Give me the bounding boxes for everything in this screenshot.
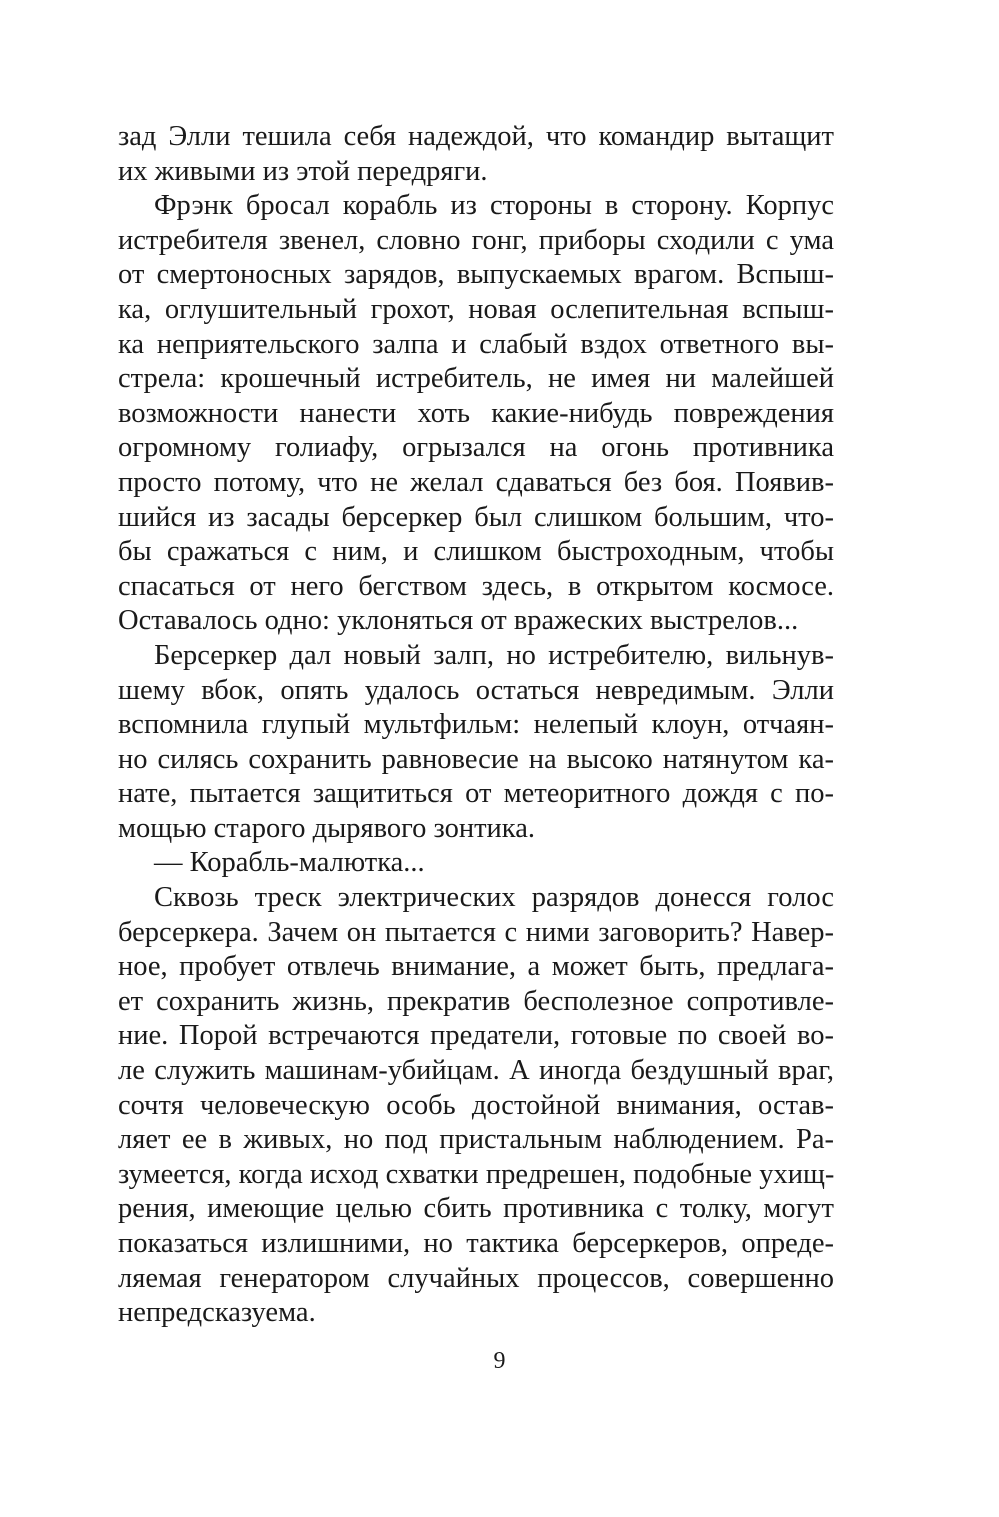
text-line: возможности нанести хоть какие-нибудь повреждения <box>118 397 834 429</box>
text-line: Сквозь треск электрических разрядов донесся голос <box>154 882 834 914</box>
text-line: нате, пытается защититься от метеоритного дождя с по- <box>118 778 834 810</box>
text-line: ка, оглушительный грохот, новая ослепительная вспыш- <box>118 293 834 325</box>
text-line: ние. Порой встречаются предатели, готовые по своей во- <box>118 1020 834 1052</box>
text-line: зумеется, когда исход схватки предрешен, подобные ухищ- <box>118 1158 835 1190</box>
text-line: от смертоносных зарядов, выпускаемых врагом. Вспыш- <box>118 259 834 291</box>
text-line: — Корабль-малютка... <box>154 847 425 879</box>
text-line: просто потому, что не желал сдаваться без боя. Появив- <box>118 466 834 498</box>
text-line: рения, имеющие целью сбить противника с толку, могут <box>118 1193 834 1225</box>
text-line: ка неприятельского залпа и слабый вздох ответного вы- <box>118 328 834 360</box>
text-line: берсеркера. Зачем он пытается с ними заговорить? Навер- <box>118 916 834 948</box>
text-line: ляемая генератором случайных процессов, совершенно <box>118 1262 834 1294</box>
text-line: сочтя человеческую особь достойной внимания, остав- <box>118 1089 834 1121</box>
text-line: Берсеркер дал новый залп, но истребителю, вильнув- <box>154 639 834 671</box>
text-line: шему вбок, опять удалось остаться невредимым. Элли <box>118 674 834 706</box>
text-line: ное, пробует отвлечь внимание, а может быть, предлага- <box>118 951 834 983</box>
text-line: зад Элли тешила себя надеждой, что командир вытащит <box>118 121 834 152</box>
text-line: спасаться от него бегством здесь, в открытом космосе. <box>118 570 834 602</box>
text-line: стрела: крошечный истребитель, не имея ни малейшей <box>118 363 834 395</box>
text-line: огромному голиафу, огрызался на огонь противника <box>118 432 834 464</box>
text-line: ле служить машинам-убийцам. А иногда бездушный враг, <box>118 1055 834 1087</box>
text-line: шийся из засады берсеркер был слишком большим, что- <box>118 501 834 533</box>
text-line: Фрэнк бросал корабль из стороны в сторону. Корпус <box>154 190 834 222</box>
text-line: показаться излишними, но тактика берсеркеров, опреде- <box>118 1228 834 1259</box>
text-line: Оставалось одно: уклоняться от вражеских выстрелов... <box>118 605 799 637</box>
text-line: но силясь сохранить равновесие на высоко натянутом ка- <box>118 743 834 775</box>
text-line: их живыми из этой передряги. <box>118 155 488 187</box>
text-line: мощью старого дырявого зонтика. <box>118 812 535 844</box>
text-line: бы сражаться с ним, и слишком быстроходным, чтобы <box>118 536 834 568</box>
page-number: 9 <box>493 1348 506 1374</box>
text-line: непредсказуема. <box>118 1297 316 1329</box>
text-line: ляет ее в живых, но под пристальным наблюдением. Ра- <box>118 1124 834 1156</box>
text-line: ет сохранить жизнь, прекратив бесполезное сопротивле- <box>118 985 834 1017</box>
text-line: истребителя звенел, словно гонг, приборы сходили с ума <box>118 224 834 256</box>
text-line: вспомнила глупый мультфильм: нелепый клоун, отчаян- <box>118 709 834 741</box>
page-text-block <box>118 120 834 1331</box>
